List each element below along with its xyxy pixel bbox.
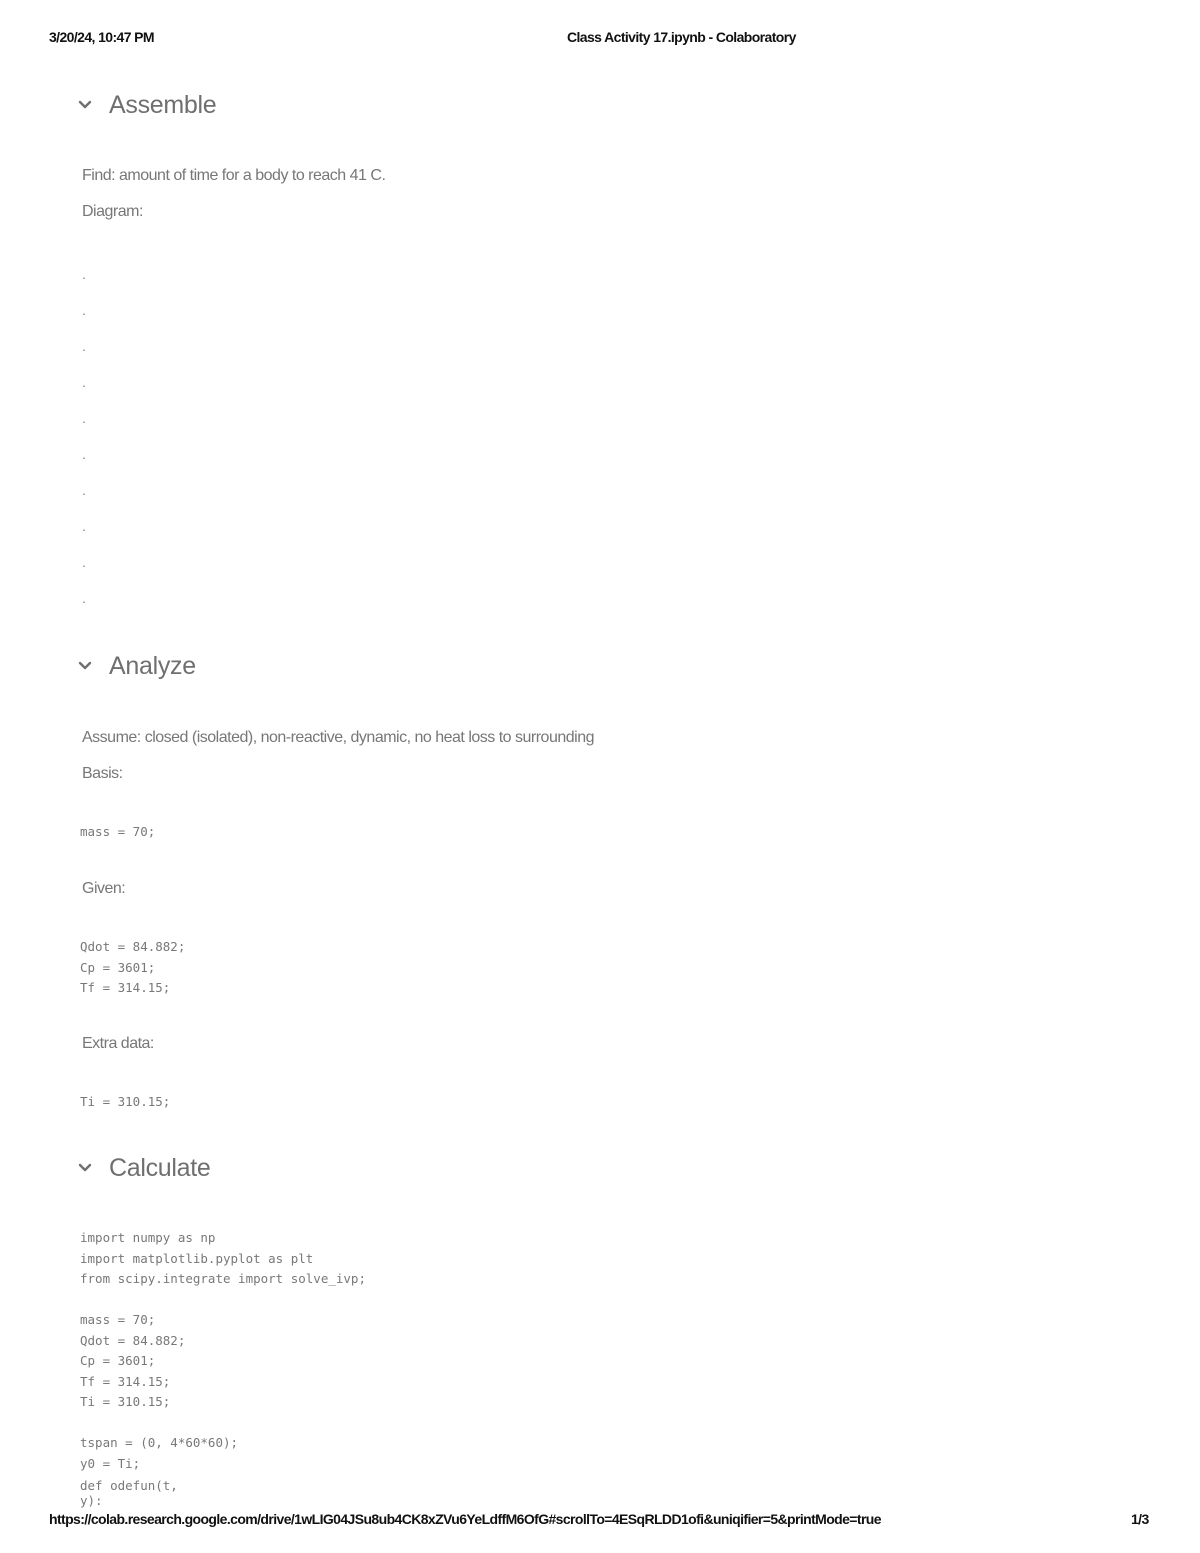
- code-cell-extra-data[interactable]: Ti = 310.15;: [80, 1094, 171, 1109]
- code-line-cut-off: [80, 1478, 200, 1508]
- section-title-analyze: Analyze: [109, 651, 196, 680]
- chevron-down-icon[interactable]: [76, 96, 94, 114]
- basis-label: Basis:: [82, 765, 123, 782]
- chevron-down-icon[interactable]: [76, 1159, 94, 1177]
- print-header: [0, 29, 1200, 49]
- code-cell-given[interactable]: Qdot = 84.882; Cp = 3601; Tf = 314.15;: [80, 939, 186, 995]
- list-item: .: [82, 554, 86, 570]
- code-line-partial: def odefun(t, y):: [80, 1478, 178, 1508]
- section-title-assemble: Assemble: [109, 90, 217, 119]
- page-number: 1/3: [1131, 1511, 1149, 1527]
- list-item: .: [82, 410, 86, 426]
- code-cell-calculate[interactable]: import numpy as np import matplotlib.pyplot as plt from scipy.integrate import solve_ivp; mass = 70; Qdot = 84.882; Cp = 3601; Tf = 314.15; Ti = 310.15; tspan = (0, 4*60*60); y0 = Ti;: [80, 1230, 366, 1471]
- extra-data-label: Extra data:: [82, 1035, 154, 1052]
- section-header-assemble[interactable]: [76, 88, 216, 122]
- chevron-down-icon[interactable]: [76, 657, 94, 675]
- print-url: https://colab.research.google.com/drive/1wLIG04JSu8ub4CK8xZVu6YeLdffM6OfG#scrollTo=4ESqRLDD1ofi&uniqifier=5&printMode=true: [49, 1511, 881, 1527]
- list-item: .: [82, 518, 86, 534]
- list-item: .: [82, 590, 86, 606]
- print-document-title: Class Activity 17.ipynb - Colaboratory: [567, 29, 796, 45]
- find-text: Find: amount of time for a body to reach 41 C.: [82, 167, 386, 184]
- print-footer: [0, 1511, 1200, 1531]
- section-header-calculate[interactable]: [76, 1151, 211, 1185]
- list-item: .: [82, 302, 86, 318]
- list-item: .: [82, 374, 86, 390]
- given-label: Given:: [82, 880, 126, 897]
- diagram-bullet-list: [82, 262, 86, 622]
- list-item: .: [82, 266, 86, 282]
- diagram-label: Diagram:: [82, 203, 143, 220]
- assume-text: Assume: closed (isolated), non-reactive, dynamic, no heat loss to surrounding: [82, 729, 594, 746]
- list-item: .: [82, 446, 86, 462]
- code-cell-basis[interactable]: mass = 70;: [80, 824, 156, 839]
- print-datetime: 3/20/24, 10:47 PM: [49, 29, 154, 45]
- section-title-calculate: Calculate: [109, 1153, 211, 1182]
- list-item: .: [82, 482, 86, 498]
- section-header-analyze[interactable]: [76, 649, 196, 683]
- list-item: .: [82, 338, 86, 354]
